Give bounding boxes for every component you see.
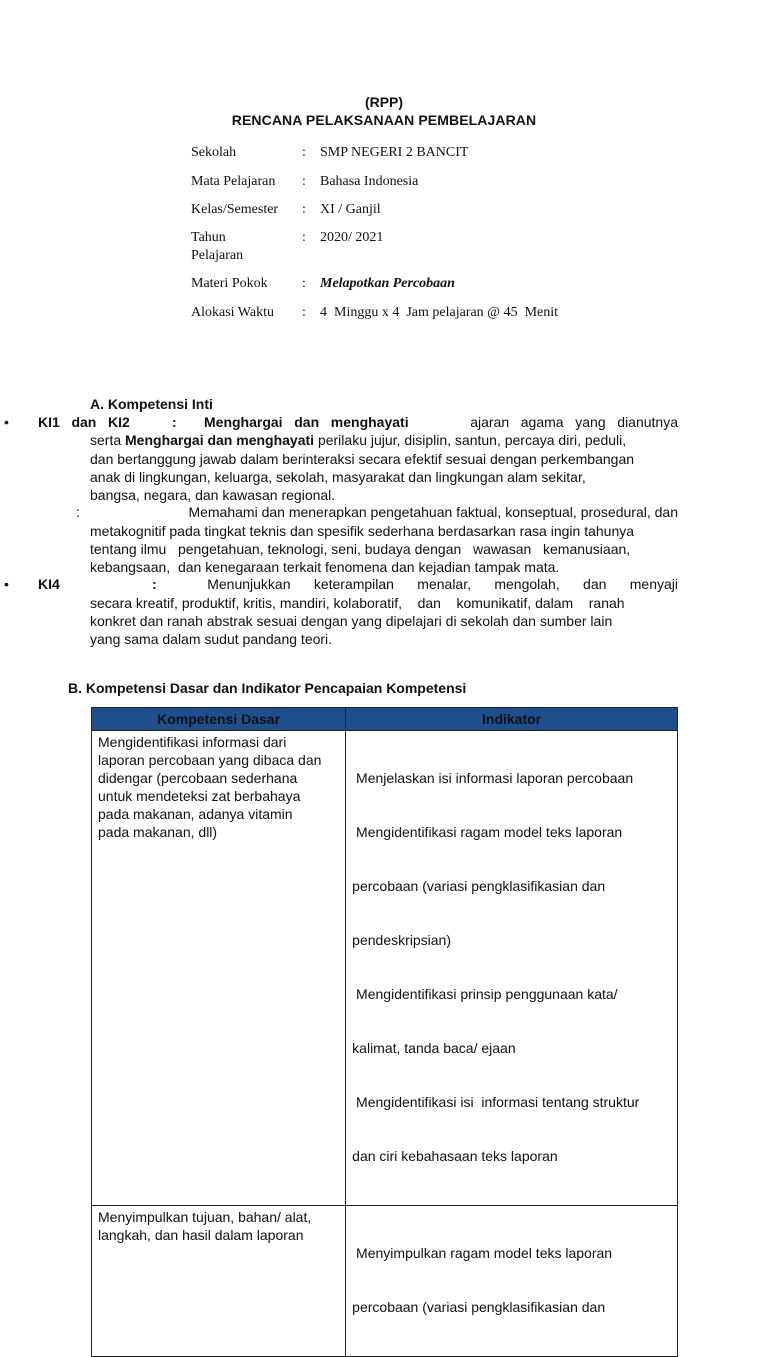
info-value-kelas-semester: XI / Ganjil — [320, 202, 381, 217]
bullet-ki4: • — [4, 576, 9, 592]
info-colon: : — [302, 145, 306, 160]
ki1-label: KI1 dan KI2 — [38, 414, 130, 430]
column-header-indikator: Indikator — [346, 708, 678, 731]
info-label-materi-pokok: Materi Pokok — [191, 276, 268, 291]
ki3-line: metakognitif pada tingkat teknis dan spesifik sederhana berdasarkan rasa ingin tahunya — [90, 523, 635, 539]
table-header-row — [92, 708, 678, 731]
section-a-heading: A. Kompetensi Inti — [90, 396, 213, 412]
table-row — [92, 731, 678, 1206]
table-row — [92, 1206, 678, 1357]
indikator-line: Menjelaskan isi informasi laporan percobaan — [352, 770, 634, 786]
kd-line: langkah, dan hasil dalam laporan — [98, 1227, 304, 1243]
ki1-line: bangsa, negara, dan kawasan regional. — [90, 487, 336, 503]
ki3-line: tentang ilmu pengetahuan, teknologi, seni, budaya dengan wawasan kemanusiaan, — [90, 541, 631, 557]
document-subtitle-rpp: (RPP) — [364, 94, 404, 110]
ki4-line1: Menunjukkan keterampilan menalar, mengolah, dan menyaji — [207, 576, 678, 592]
info-value-materi-pokok: Melapotkan Percobaan — [320, 276, 455, 291]
kompetensi-table — [91, 707, 678, 1357]
ki4-line: yang sama dalam sudut pandang teori. — [90, 631, 333, 647]
kd-line: pada makanan, dll) — [98, 824, 218, 840]
section-b-heading: B. Kompetensi Dasar dan Indikator Pencapaian Kompetensi — [68, 680, 467, 696]
kd-line: Menyimpulkan tujuan, bahan/ alat, — [98, 1209, 312, 1225]
indikator-line: pendeskripsian) — [352, 932, 452, 948]
info-label-alokasi-waktu: Alokasi Waktu — [191, 305, 274, 320]
ki1-line2-pre: serta — [90, 432, 126, 448]
info-colon: : — [302, 276, 306, 291]
indikator-line: percobaan (variasi pengklasifikasian dan — [352, 878, 606, 894]
indikator-line: Menyimpulkan ragam model teks laporan — [352, 1245, 613, 1261]
kd-line: untuk mendeteksi zat berbahaya — [98, 788, 301, 804]
ki1-line: anak di lingkungan, keluarga, sekolah, masyarakat dan lingkungan alam sekitar, — [90, 469, 586, 485]
info-colon: : — [302, 202, 306, 217]
indikator-line: percobaan (variasi pengklasifikasian dan — [352, 1299, 606, 1315]
ki1-line2 — [90, 432, 678, 448]
info-value-sekolah: SMP NEGERI 2 BANCIT — [320, 145, 469, 160]
ki1-bold-text: Menghargai dan menghayati — [204, 414, 409, 430]
ki4-colon: : — [152, 576, 157, 592]
kd-line: Mengidentifikasi informasi dari — [98, 734, 287, 750]
ki1-paragraph — [90, 450, 678, 504]
ki1-line2-rest: perilaku jujur, disiplin, santun, percaya diri, peduli, — [314, 432, 627, 448]
kd-line: didengar (percobaan sederhana — [98, 770, 298, 786]
ki1-colon: : — [172, 414, 177, 430]
ki1-line: dan bertanggung jawab dalam berinteraksi secara efektif sesuai dengan perkembangan — [90, 451, 635, 467]
ki4-line: konkret dan ranah abstrak sesuai dengan yang dipelajari di sekolah dan sumber lain — [90, 613, 613, 629]
indikator-line: Mengidentifikasi prinsip penggunaan kata/ — [352, 986, 618, 1002]
info-label-mata-pelajaran: Mata Pelajaran — [191, 174, 276, 189]
ki3-colon: : — [76, 504, 80, 520]
info-value-mata-pelajaran: Bahasa Indonesia — [320, 174, 419, 189]
kd-cell — [92, 731, 346, 1206]
indikator-cell — [346, 731, 678, 1206]
info-label-kelas-semester: Kelas/Semester — [191, 202, 279, 217]
indikator-line: Mengidentifikasi ragam model teks laporan — [352, 824, 623, 840]
info-colon: : — [302, 305, 306, 320]
ki3-line: kebangsaan, dan kenegaraan terkait fenomena dan kejadian tampak mata. — [90, 559, 560, 575]
ki1-line1-rest: ajaran agama yang dianutnya — [470, 414, 678, 430]
ki4-line: secara kreatif, produktif, kritis, mandiri, kolaboratif, dan komunikatif, dalam ranah — [90, 595, 625, 611]
ki4-label: KI4 — [38, 576, 60, 592]
indikator-cell — [346, 1206, 678, 1357]
info-value-tahun-pelajaran: 2020/ 2021 — [320, 230, 384, 245]
column-header-kompetensi-dasar: Kompetensi Dasar — [92, 708, 346, 731]
indikator-line: dan ciri kebahasaan teks laporan — [352, 1148, 558, 1164]
ki1-line2-bold: Menghargai dan menghayati — [125, 432, 315, 448]
info-label-tahun: Tahun — [191, 230, 226, 245]
info-colon: : — [302, 174, 306, 189]
indikator-line: Mengidentifikasi isi informasi tentang struktur — [352, 1094, 640, 1110]
info-value-alokasi-waktu: 4 Minggu x 4 Jam pelajaran @ 45 Menit — [320, 305, 559, 320]
kd-line: laporan percobaan yang dibaca dan — [98, 752, 322, 768]
kd-line: pada makanan, adanya vitamin — [98, 806, 293, 822]
document-title: RENCANA PELAKSANAAN PEMBELAJARAN — [231, 112, 537, 128]
info-colon: : — [302, 230, 306, 245]
ki4-paragraph — [90, 594, 678, 648]
ki3-paragraph — [90, 522, 678, 576]
info-label-pelajaran: Pelajaran — [191, 248, 244, 263]
kd-cell — [92, 1206, 346, 1357]
indikator-line: kalimat, tanda baca/ ejaan — [352, 1040, 516, 1056]
bullet-ki1: • — [4, 414, 9, 430]
info-label-sekolah: Sekolah — [191, 145, 237, 160]
ki3-line1: Memahami dan menerapkan pengetahuan faktual, konseptual, prosedural, dan — [188, 504, 678, 520]
